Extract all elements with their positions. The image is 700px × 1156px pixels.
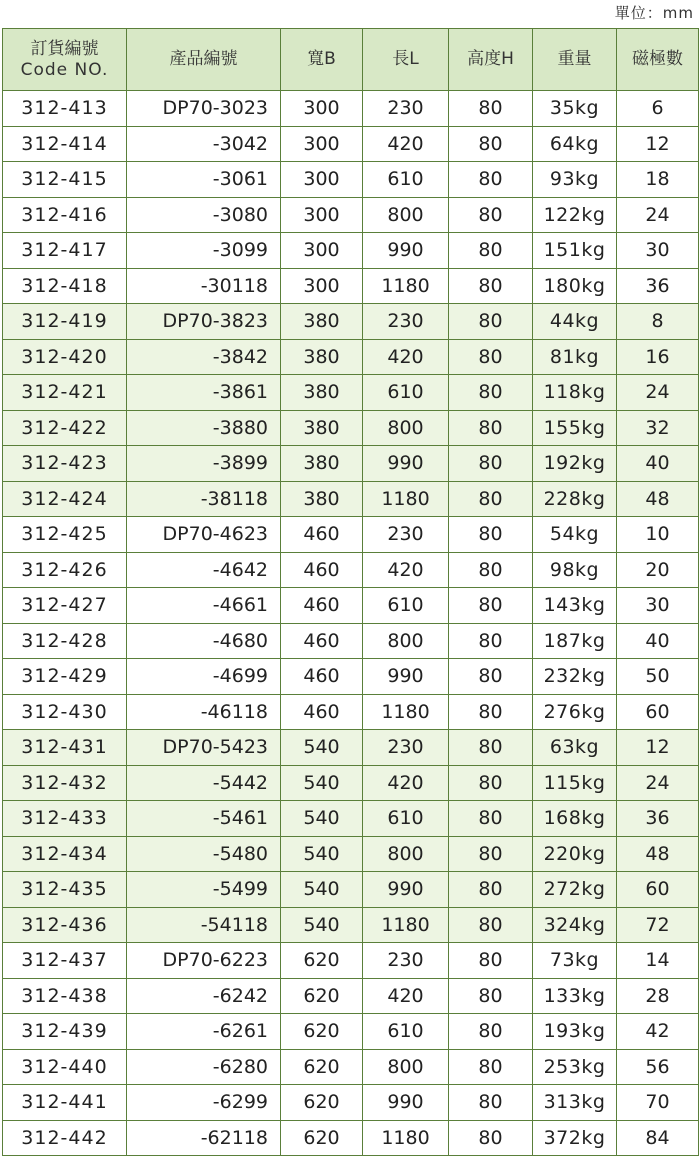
cell-magnets: 56 (617, 1049, 699, 1085)
cell-product: -6242 (127, 978, 281, 1014)
cell-width: 460 (281, 552, 363, 588)
cell-width: 540 (281, 730, 363, 766)
cell-length: 990 (363, 872, 449, 908)
cell-length: 230 (363, 517, 449, 553)
cell-width: 300 (281, 268, 363, 304)
table-row (3, 197, 699, 233)
cell-weight: 180kg (533, 268, 617, 304)
cell-length: 230 (363, 91, 449, 127)
cell-width: 460 (281, 623, 363, 659)
cell-height: 80 (449, 730, 533, 766)
cell-code: 312-429 (3, 659, 127, 695)
cell-width: 540 (281, 872, 363, 908)
table-row (3, 268, 699, 304)
cell-weight: 73kg (533, 943, 617, 979)
cell-weight: 63kg (533, 730, 617, 766)
cell-height: 80 (449, 446, 533, 482)
cell-product: -5442 (127, 765, 281, 801)
cell-width: 540 (281, 765, 363, 801)
cell-product: -46118 (127, 694, 281, 730)
cell-length: 420 (363, 339, 449, 375)
cell-width: 300 (281, 91, 363, 127)
cell-height: 80 (449, 126, 533, 162)
cell-width: 460 (281, 694, 363, 730)
cell-height: 80 (449, 1120, 533, 1156)
table-row (3, 907, 699, 943)
cell-product: -5499 (127, 872, 281, 908)
cell-length: 230 (363, 943, 449, 979)
cell-weight: 232kg (533, 659, 617, 695)
cell-product: -5480 (127, 836, 281, 872)
table-row (3, 552, 699, 588)
cell-length: 1180 (363, 694, 449, 730)
cell-weight: 193kg (533, 1014, 617, 1050)
table-row (3, 588, 699, 624)
cell-code: 312-417 (3, 233, 127, 269)
cell-width: 380 (281, 339, 363, 375)
cell-weight: 324kg (533, 907, 617, 943)
table-row (3, 233, 699, 269)
cell-height: 80 (449, 623, 533, 659)
table-row (3, 623, 699, 659)
cell-length: 610 (363, 1014, 449, 1050)
cell-width: 460 (281, 588, 363, 624)
cell-code: 312-430 (3, 694, 127, 730)
cell-magnets: 18 (617, 162, 699, 198)
cell-weight: 93kg (533, 162, 617, 198)
cell-product: DP70-5423 (127, 730, 281, 766)
cell-length: 990 (363, 659, 449, 695)
cell-magnets: 48 (617, 481, 699, 517)
cell-length: 1180 (363, 481, 449, 517)
cell-height: 80 (449, 517, 533, 553)
cell-height: 80 (449, 978, 533, 1014)
cell-code: 312-434 (3, 836, 127, 872)
cell-magnets: 60 (617, 872, 699, 908)
cell-magnets: 24 (617, 375, 699, 411)
cell-weight: 168kg (533, 801, 617, 837)
header-code (3, 29, 127, 91)
cell-product: DP70-3823 (127, 304, 281, 340)
cell-magnets: 16 (617, 339, 699, 375)
cell-product: -62118 (127, 1120, 281, 1156)
cell-product: -6299 (127, 1085, 281, 1121)
header-weight: 重量 (533, 29, 617, 91)
cell-code: 312-427 (3, 588, 127, 624)
cell-length: 420 (363, 552, 449, 588)
cell-height: 80 (449, 481, 533, 517)
cell-height: 80 (449, 410, 533, 446)
cell-code: 312-433 (3, 801, 127, 837)
cell-length: 1180 (363, 268, 449, 304)
cell-product: -6261 (127, 1014, 281, 1050)
cell-length: 990 (363, 446, 449, 482)
cell-width: 380 (281, 446, 363, 482)
cell-product: -4642 (127, 552, 281, 588)
cell-width: 380 (281, 375, 363, 411)
cell-code: 312-414 (3, 126, 127, 162)
cell-code: 312-439 (3, 1014, 127, 1050)
table-row (3, 730, 699, 766)
cell-code: 312-418 (3, 268, 127, 304)
cell-width: 300 (281, 233, 363, 269)
cell-weight: 372kg (533, 1120, 617, 1156)
cell-code: 312-432 (3, 765, 127, 801)
cell-width: 620 (281, 1049, 363, 1085)
cell-width: 540 (281, 836, 363, 872)
table-row (3, 659, 699, 695)
cell-weight: 192kg (533, 446, 617, 482)
cell-weight: 220kg (533, 836, 617, 872)
cell-width: 300 (281, 126, 363, 162)
table-row (3, 481, 699, 517)
cell-length: 990 (363, 233, 449, 269)
cell-code: 312-437 (3, 943, 127, 979)
cell-product: -4699 (127, 659, 281, 695)
cell-height: 80 (449, 162, 533, 198)
cell-length: 420 (363, 765, 449, 801)
cell-product: DP70-4623 (127, 517, 281, 553)
table-row (3, 765, 699, 801)
cell-length: 800 (363, 836, 449, 872)
cell-length: 800 (363, 197, 449, 233)
cell-height: 80 (449, 339, 533, 375)
cell-product: -5461 (127, 801, 281, 837)
cell-width: 620 (281, 1085, 363, 1121)
cell-height: 80 (449, 375, 533, 411)
cell-magnets: 6 (617, 91, 699, 127)
cell-height: 80 (449, 943, 533, 979)
header-width: 寬B (281, 29, 363, 91)
table-row (3, 375, 699, 411)
cell-height: 80 (449, 268, 533, 304)
cell-weight: 64kg (533, 126, 617, 162)
cell-code: 312-424 (3, 481, 127, 517)
cell-length: 610 (363, 162, 449, 198)
cell-weight: 35kg (533, 91, 617, 127)
table-row (3, 339, 699, 375)
cell-product: -3861 (127, 375, 281, 411)
table-row (3, 517, 699, 553)
cell-width: 460 (281, 659, 363, 695)
cell-height: 80 (449, 694, 533, 730)
cell-height: 80 (449, 91, 533, 127)
cell-width: 460 (281, 517, 363, 553)
cell-length: 420 (363, 126, 449, 162)
cell-magnets: 70 (617, 1085, 699, 1121)
cell-width: 620 (281, 1120, 363, 1156)
cell-height: 80 (449, 801, 533, 837)
cell-magnets: 60 (617, 694, 699, 730)
cell-length: 610 (363, 801, 449, 837)
cell-product: DP70-3023 (127, 91, 281, 127)
table-row (3, 446, 699, 482)
cell-weight: 122kg (533, 197, 617, 233)
cell-code: 312-423 (3, 446, 127, 482)
header-height: 高度H (449, 29, 533, 91)
cell-height: 80 (449, 1049, 533, 1085)
cell-height: 80 (449, 659, 533, 695)
cell-code: 312-420 (3, 339, 127, 375)
cell-weight: 54kg (533, 517, 617, 553)
cell-magnets: 72 (617, 907, 699, 943)
cell-length: 1180 (363, 1120, 449, 1156)
cell-length: 230 (363, 730, 449, 766)
cell-magnets: 28 (617, 978, 699, 1014)
cell-magnets: 30 (617, 233, 699, 269)
cell-product: -3042 (127, 126, 281, 162)
cell-magnets: 40 (617, 623, 699, 659)
cell-height: 80 (449, 233, 533, 269)
table-body (3, 91, 699, 1156)
cell-height: 80 (449, 197, 533, 233)
table-row (3, 836, 699, 872)
cell-code: 312-426 (3, 552, 127, 588)
cell-product: -38118 (127, 481, 281, 517)
cell-product: -3080 (127, 197, 281, 233)
cell-weight: 155kg (533, 410, 617, 446)
cell-code: 312-440 (3, 1049, 127, 1085)
cell-weight: 313kg (533, 1085, 617, 1121)
cell-magnets: 36 (617, 801, 699, 837)
cell-code: 312-416 (3, 197, 127, 233)
header-row (3, 29, 699, 91)
cell-magnets: 12 (617, 126, 699, 162)
cell-magnets: 84 (617, 1120, 699, 1156)
cell-height: 80 (449, 1014, 533, 1050)
cell-height: 80 (449, 552, 533, 588)
cell-product: -3061 (127, 162, 281, 198)
cell-magnets: 42 (617, 1014, 699, 1050)
cell-product: -3880 (127, 410, 281, 446)
header-magnets: 磁極數 (617, 29, 699, 91)
cell-width: 380 (281, 481, 363, 517)
cell-weight: 187kg (533, 623, 617, 659)
cell-magnets: 50 (617, 659, 699, 695)
cell-code: 312-441 (3, 1085, 127, 1121)
cell-weight: 272kg (533, 872, 617, 908)
header-length: 長L (363, 29, 449, 91)
cell-code: 312-425 (3, 517, 127, 553)
cell-height: 80 (449, 304, 533, 340)
cell-width: 300 (281, 162, 363, 198)
header-code-zh: 訂貨編號 (30, 38, 99, 59)
cell-code: 312-419 (3, 304, 127, 340)
cell-weight: 133kg (533, 978, 617, 1014)
cell-weight: 81kg (533, 339, 617, 375)
cell-product: -4661 (127, 588, 281, 624)
cell-magnets: 10 (617, 517, 699, 553)
cell-weight: 143kg (533, 588, 617, 624)
cell-magnets: 30 (617, 588, 699, 624)
cell-magnets: 12 (617, 730, 699, 766)
cell-code: 312-431 (3, 730, 127, 766)
table-row (3, 801, 699, 837)
header-code-en: Code NO. (20, 59, 109, 80)
table-row (3, 872, 699, 908)
cell-weight: 276kg (533, 694, 617, 730)
cell-length: 1180 (363, 907, 449, 943)
cell-product: -54118 (127, 907, 281, 943)
cell-code: 312-413 (3, 91, 127, 127)
cell-magnets: 14 (617, 943, 699, 979)
cell-weight: 98kg (533, 552, 617, 588)
cell-weight: 151kg (533, 233, 617, 269)
cell-width: 620 (281, 1014, 363, 1050)
table-row (3, 1049, 699, 1085)
cell-code: 312-435 (3, 872, 127, 908)
unit-label: 單位：mm (614, 4, 694, 22)
cell-width: 620 (281, 978, 363, 1014)
table-row (3, 410, 699, 446)
cell-product: -3099 (127, 233, 281, 269)
cell-weight: 118kg (533, 375, 617, 411)
table-row (3, 162, 699, 198)
cell-magnets: 48 (617, 836, 699, 872)
cell-code: 312-421 (3, 375, 127, 411)
cell-code: 312-436 (3, 907, 127, 943)
cell-code: 312-442 (3, 1120, 127, 1156)
cell-width: 380 (281, 410, 363, 446)
cell-product: -4680 (127, 623, 281, 659)
cell-magnets: 40 (617, 446, 699, 482)
cell-weight: 115kg (533, 765, 617, 801)
cell-product: -6280 (127, 1049, 281, 1085)
cell-code: 312-422 (3, 410, 127, 446)
cell-code: 312-428 (3, 623, 127, 659)
cell-magnets: 20 (617, 552, 699, 588)
spec-table (2, 28, 699, 1156)
table-row (3, 1120, 699, 1156)
cell-product: -3899 (127, 446, 281, 482)
cell-width: 540 (281, 907, 363, 943)
cell-length: 610 (363, 588, 449, 624)
cell-magnets: 32 (617, 410, 699, 446)
cell-height: 80 (449, 836, 533, 872)
cell-product: -3842 (127, 339, 281, 375)
table-row (3, 304, 699, 340)
cell-length: 420 (363, 978, 449, 1014)
cell-code: 312-438 (3, 978, 127, 1014)
cell-height: 80 (449, 872, 533, 908)
cell-code: 312-415 (3, 162, 127, 198)
cell-length: 610 (363, 375, 449, 411)
table-row (3, 91, 699, 127)
cell-weight: 44kg (533, 304, 617, 340)
table-row (3, 978, 699, 1014)
cell-length: 800 (363, 410, 449, 446)
cell-magnets: 8 (617, 304, 699, 340)
table-row (3, 126, 699, 162)
cell-magnets: 24 (617, 197, 699, 233)
cell-length: 230 (363, 304, 449, 340)
cell-width: 540 (281, 801, 363, 837)
table-row (3, 943, 699, 979)
cell-height: 80 (449, 907, 533, 943)
cell-width: 380 (281, 304, 363, 340)
cell-length: 800 (363, 623, 449, 659)
cell-weight: 253kg (533, 1049, 617, 1085)
table-row (3, 1085, 699, 1121)
cell-magnets: 24 (617, 765, 699, 801)
cell-height: 80 (449, 588, 533, 624)
cell-height: 80 (449, 765, 533, 801)
table-row (3, 694, 699, 730)
table-row (3, 1014, 699, 1050)
cell-length: 800 (363, 1049, 449, 1085)
cell-weight: 228kg (533, 481, 617, 517)
cell-product: DP70-6223 (127, 943, 281, 979)
cell-length: 990 (363, 1085, 449, 1121)
cell-width: 300 (281, 197, 363, 233)
cell-height: 80 (449, 1085, 533, 1121)
cell-magnets: 36 (617, 268, 699, 304)
cell-width: 620 (281, 943, 363, 979)
header-product: 產品編號 (127, 29, 281, 91)
cell-product: -30118 (127, 268, 281, 304)
